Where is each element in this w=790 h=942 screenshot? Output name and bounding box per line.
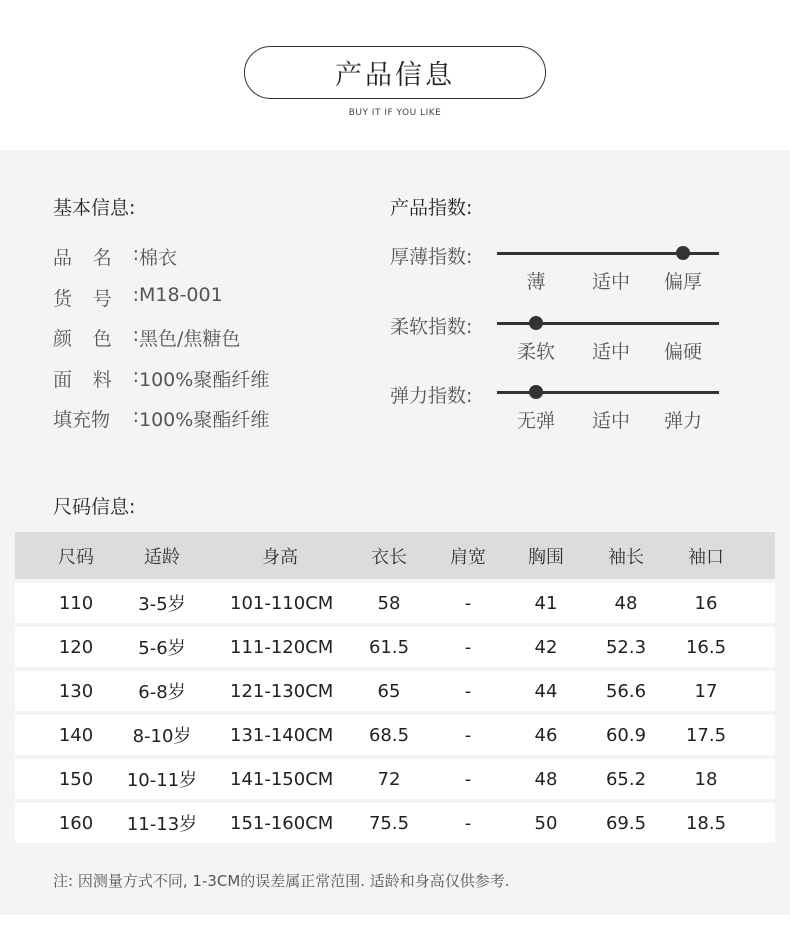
table-header-cell: 适龄 (144, 546, 180, 568)
info-label-colon: : (132, 324, 139, 346)
info-label (53, 284, 139, 325)
table-header-cell: 衣长 (371, 546, 407, 568)
info-value: 黑色/焦糖色 (139, 328, 241, 350)
table-header-cell: 身高 (262, 546, 298, 568)
table-cell: 160 (58, 812, 94, 834)
index-option: 偏硬 (663, 341, 702, 363)
table-cell: 48 (534, 768, 558, 790)
table-cell: - (464, 812, 472, 834)
table-cell: 18.5 (685, 812, 727, 834)
index-option: 弹力 (663, 410, 702, 432)
index-option: 薄 (526, 271, 546, 293)
table-cell: - (464, 636, 472, 658)
table-cell: - (464, 680, 472, 702)
table-row (15, 671, 775, 711)
index-option: 适中 (591, 341, 630, 363)
basic-info-title: 基本信息: (53, 197, 136, 219)
index-label: 弹力指数: (390, 385, 473, 407)
info-label (53, 405, 139, 446)
table-cell: 50 (534, 812, 558, 834)
table-cell: - (464, 724, 472, 746)
basic-info-list (53, 243, 269, 446)
page-subtitle: BUY IT IF YOU LIKE (348, 108, 442, 118)
size-note: 注: 因测量方式不同, 1-3CM的误差属正常范围. 适龄和身高仅供参考. (53, 872, 510, 890)
basic-info-row (53, 365, 269, 406)
info-label-char: 名 (92, 247, 112, 269)
info-label-char: 色 (92, 328, 112, 350)
index-option: 无弹 (516, 410, 555, 432)
table-header-row (15, 532, 775, 579)
table-row (15, 759, 775, 799)
table-cell: 151-160CM (230, 812, 334, 834)
info-label-colon: : (132, 364, 139, 387)
info-label-char: 货 (53, 287, 73, 310)
info-value: M18-001 (139, 283, 223, 306)
table-cell: - (464, 768, 472, 790)
info-label (53, 324, 139, 365)
basic-info-row (53, 324, 269, 365)
table-cell: 48 (614, 592, 638, 614)
table-cell: 10-11岁 (126, 770, 198, 791)
table-cell: 75.5 (368, 812, 410, 834)
info-label-char: 颜 (53, 328, 73, 350)
table-cell: 140 (58, 724, 94, 746)
table-cell: 41 (534, 592, 558, 614)
size-info-title: 尺码信息: (53, 496, 136, 518)
table-cell: 18 (694, 768, 718, 790)
table-header-cell: 袖长 (608, 546, 644, 568)
info-value: 棉衣 (139, 247, 178, 269)
product-index-title: 产品指数: (390, 197, 473, 219)
table-cell: 5-6岁 (138, 638, 186, 659)
table-cell: 58 (377, 592, 401, 614)
index-row (390, 312, 730, 372)
table-header-cell: 肩宽 (450, 546, 486, 568)
info-label-char: 号 (92, 287, 112, 310)
table-cell: 61.5 (368, 636, 410, 658)
table-cell: 65 (377, 680, 401, 702)
table-cell: 16.5 (685, 636, 727, 658)
table-cell: 65.2 (605, 768, 647, 790)
index-row (390, 242, 730, 302)
table-cell: 120 (58, 636, 94, 658)
table-cell: 8-10岁 (132, 726, 192, 747)
table-cell: 52.3 (605, 636, 647, 658)
info-label-colon: : (132, 243, 139, 265)
info-value: 100%聚酯纤维 (139, 409, 270, 431)
table-row (15, 627, 775, 667)
table-cell: 44 (534, 680, 558, 702)
info-label-char: 料 (92, 368, 112, 391)
table-cell: 60.9 (605, 724, 647, 746)
table-cell: 111-120CM (230, 636, 334, 658)
basic-info-row (53, 284, 269, 325)
table-cell: 72 (377, 768, 401, 790)
table-cell: 17 (694, 680, 718, 702)
index-option: 适中 (591, 271, 630, 293)
info-value: 100%聚酯纤维 (139, 368, 270, 391)
index-slider-marker (529, 385, 543, 399)
info-label (53, 365, 139, 406)
basic-info-row (53, 243, 269, 284)
info-label-char: 面 (53, 368, 73, 391)
page-title: 产品信息 (244, 46, 546, 99)
info-label (53, 243, 139, 284)
table-header-cell: 胸围 (528, 546, 564, 568)
table-cell: 141-150CM (230, 768, 334, 790)
index-slider-marker (676, 246, 690, 260)
table-cell: 121-130CM (230, 680, 334, 702)
index-label: 柔软指数: (390, 316, 473, 338)
table-header-cell: 袖口 (688, 546, 724, 568)
table-row (15, 715, 775, 755)
index-label: 厚薄指数: (390, 246, 473, 268)
index-option: 偏厚 (663, 271, 702, 293)
table-cell: 6-8岁 (138, 682, 186, 703)
table-cell: 69.5 (605, 812, 647, 834)
bottom-spacer (0, 915, 790, 942)
basic-info-row (53, 405, 269, 446)
table-cell: 3-5岁 (138, 594, 186, 615)
table-cell: 56.6 (605, 680, 647, 702)
index-slider-marker (529, 316, 543, 330)
table-cell: 11-13岁 (126, 814, 198, 835)
table-cell: - (464, 592, 472, 614)
table-cell: 46 (534, 724, 558, 746)
size-table (15, 532, 775, 843)
info-label-char: 品 (53, 247, 73, 269)
table-header-cell: 尺码 (58, 546, 94, 568)
info-label-char: 填充物 (53, 409, 111, 431)
table-cell: 130 (58, 680, 94, 702)
table-cell: 17.5 (685, 724, 727, 746)
table-cell: 16 (694, 592, 718, 614)
index-row (390, 381, 730, 441)
table-row (15, 803, 775, 843)
header (0, 0, 790, 150)
table-cell: 101-110CM (230, 592, 334, 614)
table-row (15, 583, 775, 623)
table-cell: 150 (58, 768, 94, 790)
info-label-colon: : (132, 283, 139, 306)
table-cell: 110 (58, 592, 94, 614)
index-option: 适中 (591, 410, 630, 432)
table-cell: 68.5 (368, 724, 410, 746)
table-cell: 42 (534, 636, 558, 658)
info-label-colon: : (132, 405, 139, 427)
index-option: 柔软 (516, 341, 555, 363)
table-cell: 131-140CM (230, 724, 334, 746)
